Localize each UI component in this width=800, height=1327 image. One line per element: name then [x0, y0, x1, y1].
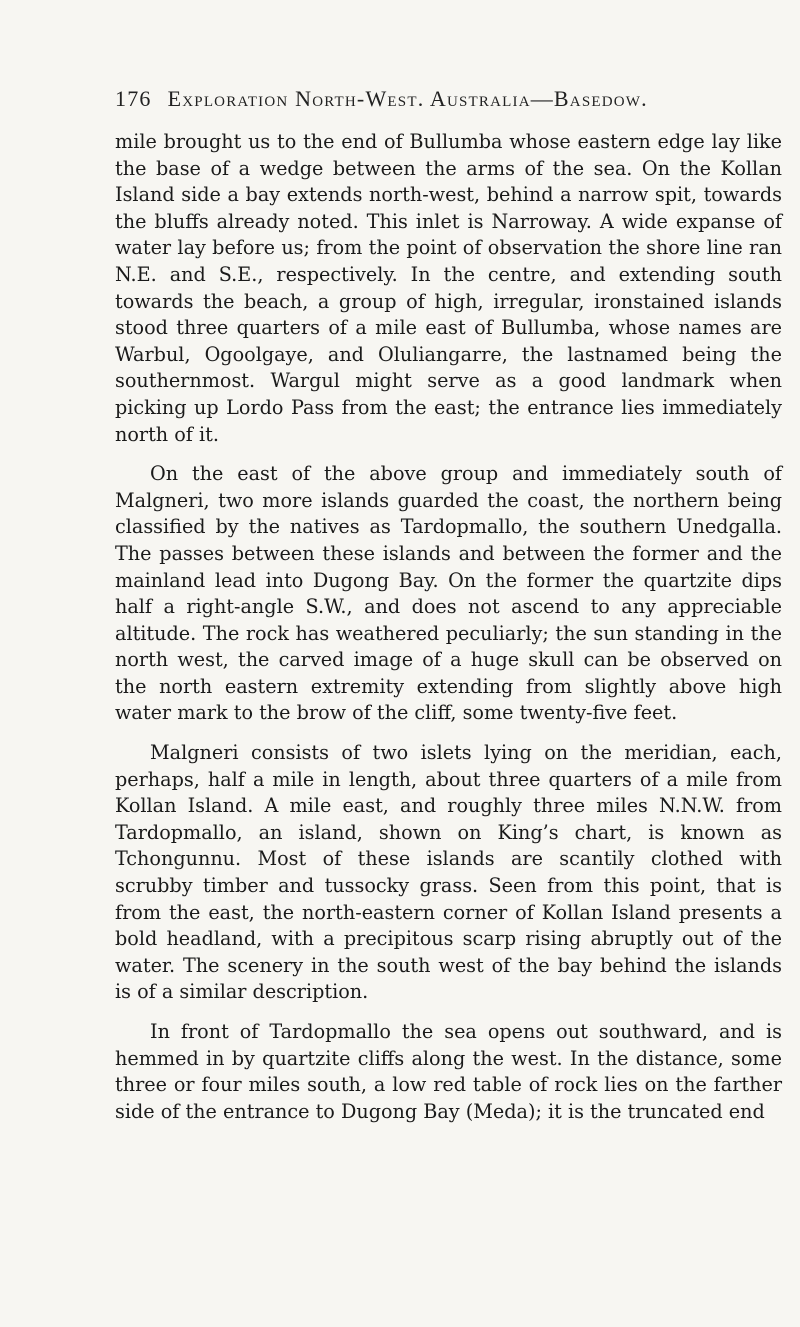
paragraph-2: On the east of the above group and immediately south of Malgneri, two more islands guarded the coast, the northern being classified by the natives as Tardopmallo, the southern Unedgalla. The passes between these islands and between the former and the mainland lead into Dugong Bay. On the former the quartzite dips half a right-angle S.W., and does not ascend to any appreciable altitude. The rock has weathered peculiarly; the sun standing in the north west, the carved image of a huge skull can be observed on the north eastern extremity extending from slightly above high water mark to the brow of the cliff, some twenty-five feet.: [115, 462, 782, 725]
running-head: [115, 86, 795, 112]
paragraph-3: Malgneri consists of two islets lying on the meridian, each, perhaps, half a mile in length, about three quarters of a mile from Kollan Island. A mile east, and roughly three miles N.N.W. from Tardopmallo, an island, shown on King’s chart, is known as Tchongunnu. Most of these islands are scantily clothed with scrubby timber and tussocky grass. Seen from this point, that is from the east, the north-eastern corner of Kollan Island presents a bold headland, with a precipitous scarp rising abruptly out of the water. The scenery in the south west of the bay behind the islands is of a similar description.: [115, 741, 782, 1004]
paragraph-1: mile brought us to the end of Bullumba whose eastern edge lay like the base of a wedge between the arms of the sea. On the Kollan Island side a bay extends north-west, behind a narrow spit, towards the bluffs already noted. This inlet is Narroway. A wide expanse of water lay before us; from the point of observation the shore line ran N.E. and S.E., respectively. In the centre, and extending south towards the beach, a group of high, irregular, ironstained islands stood three quarters of a mile east of Bullumba, whose names are Warbul, Ogoolgaye, and Oluliangarre, the lastnamed being the southernmost. Wargul might serve as a good landmark when picking up Lordo Pass from the east; the entrance lies immediately north of it.: [115, 130, 782, 446]
body-text: [115, 129, 782, 1125]
page-number: 176: [115, 86, 152, 111]
running-title: Exploration North-West. Australia—Basedow.: [167, 86, 648, 111]
paragraph-4: In front of Tardopmallo the sea opens out southward, and is hemmed in by quartzite cliffs along the west. In the distance, some three or four miles south, a low red table of rock lies on the farther side of the entrance to Dugong Bay (Meda); it is the truncated end: [115, 1020, 782, 1123]
